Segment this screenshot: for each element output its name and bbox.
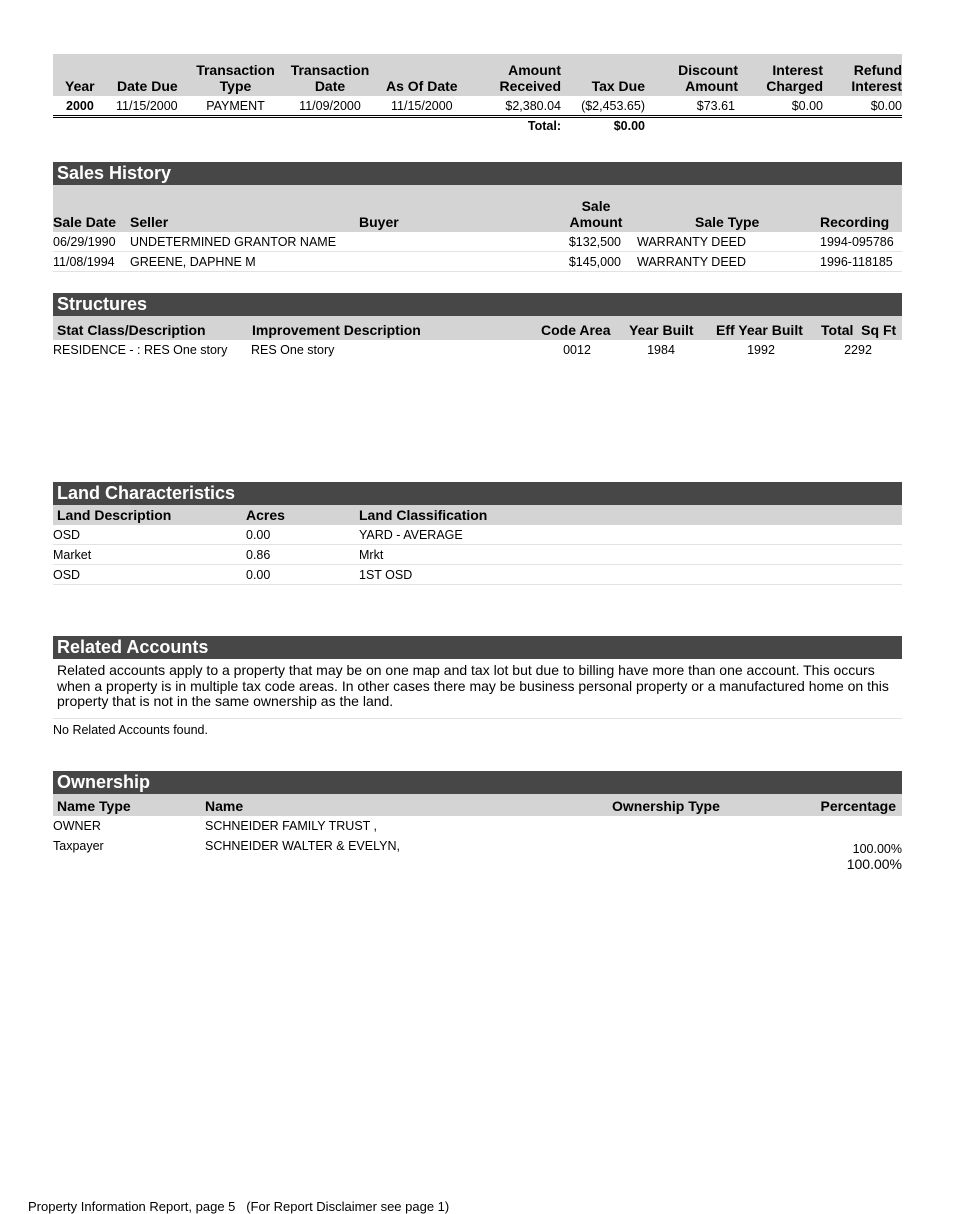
col-sale-type: Sale Type (695, 214, 760, 230)
col-land-description: Land Description (57, 507, 172, 523)
cell-land-classification: Mrkt (359, 548, 384, 562)
table-row (53, 565, 902, 585)
cell-interest-charged: $0.00 (791, 99, 823, 113)
cell-as-of-date: 11/15/2000 (391, 99, 453, 113)
cell-year: 2000 (66, 99, 94, 113)
structures-section (53, 293, 902, 360)
tax-table-header (53, 54, 902, 96)
col-acres: Acres (246, 507, 285, 523)
cell-name-type: Taxpayer (53, 839, 104, 853)
cell-improvement: RES One story (251, 343, 335, 357)
ownership-section (53, 771, 902, 876)
total-value: $0.00 (613, 119, 645, 133)
col-seller: Seller (130, 214, 169, 230)
cell-land-description: Market (53, 548, 92, 562)
table-row (53, 816, 902, 836)
ownership-total-value: 100.00% (846, 856, 902, 872)
col-interest-charged: Interest Charged (766, 62, 823, 94)
cell-acres: 0.86 (246, 548, 271, 562)
cell-date-due: 11/15/2000 (116, 99, 178, 113)
cell-code-area: 0012 (563, 343, 591, 357)
cell-land-classification: YARD - AVERAGE (359, 528, 463, 542)
cell-transaction-date: 11/09/2000 (299, 99, 361, 113)
land-table-header (53, 505, 902, 525)
table-row (53, 525, 902, 545)
total-label: Total: (527, 119, 561, 133)
section-title: Related Accounts (53, 636, 902, 659)
table-row (53, 545, 902, 565)
ownership-total (53, 856, 902, 876)
cell-sale-amount: $145,000 (568, 255, 621, 269)
cell-name-type: OWNER (53, 819, 101, 833)
cell-eff-year-built: 1992 (747, 343, 775, 357)
section-title: Structures (53, 293, 902, 316)
col-date-due: Date Due (117, 78, 178, 94)
col-recording: Recording (820, 214, 890, 230)
cell-name: SCHNEIDER FAMILY TRUST , (205, 819, 378, 833)
cell-sale-amount: $132,500 (568, 235, 621, 249)
section-title: Land Characteristics (53, 482, 902, 505)
col-name-type: Name Type (57, 798, 131, 814)
cell-tax-due: ($2,453.65) (581, 99, 645, 113)
cell-discount-amount: $73.61 (696, 99, 735, 113)
table-row (53, 340, 902, 360)
cell-year-built: 1984 (647, 343, 675, 357)
cell-sale-date: 11/08/1994 (53, 255, 115, 269)
cell-stat-class: RESIDENCE - : RES One story (53, 343, 228, 357)
land-characteristics-section (53, 482, 902, 585)
cell-name: SCHNEIDER WALTER & EVELYN, (205, 839, 400, 853)
related-accounts-description: Related accounts apply to a property that may be on one map and tax lot but due to billing have more than one account. This occurs when a property is in multiple tax code areas. In other cases there may be business personal property or a manufactured home on this property that is not in the same ownership as the land. (53, 659, 902, 719)
col-code-area: Code Area (541, 322, 611, 338)
cell-total-sqft: 2292 (844, 343, 872, 357)
cell-land-classification: 1ST OSD (359, 568, 413, 582)
table-row (53, 96, 902, 118)
cell-recording: 1996-118185 (820, 255, 893, 269)
cell-acres: 0.00 (246, 528, 271, 542)
cell-seller: GREENE, DAPHNE M (130, 255, 256, 269)
section-title: Sales History (53, 162, 902, 185)
col-as-of-date: As Of Date (386, 78, 458, 94)
cell-sale-type: WARRANTY DEED (637, 255, 747, 269)
cell-land-description: OSD (53, 568, 81, 582)
cell-transaction-type: PAYMENT (206, 99, 265, 113)
cell-refund-interest: $0.00 (870, 99, 902, 113)
col-tax-due: Tax Due (591, 78, 645, 94)
table-row (53, 232, 902, 252)
cell-recording: 1994-095786 (820, 235, 894, 249)
cell-land-description: OSD (53, 528, 81, 542)
col-buyer: Buyer (359, 214, 399, 230)
col-name: Name (205, 798, 244, 814)
ownership-table-header (53, 794, 902, 816)
col-sale-date: Sale Date (53, 214, 117, 230)
page-footer: Property Information Report, page 5 (For Report Disclaimer see page 1) (28, 1199, 450, 1214)
col-discount-amount: Discount Amount (678, 62, 738, 94)
table-row (53, 252, 902, 272)
col-refund-interest: Refund Interest (851, 62, 902, 94)
cell-percentage: 100.00% (852, 842, 902, 856)
cell-sale-date: 06/29/1990 (53, 235, 116, 249)
table-row (53, 836, 902, 856)
tax-total-row (53, 118, 902, 136)
cell-acres: 0.00 (246, 568, 271, 582)
col-year-built: Year Built (629, 322, 694, 338)
col-transaction-type: Transaction Type (196, 62, 275, 94)
col-transaction-date: Transaction Date (290, 62, 370, 94)
sales-history-section (53, 162, 902, 272)
col-stat-class: Stat Class/Description (57, 322, 206, 338)
col-percentage: Percentage (820, 798, 896, 814)
structures-table-header (53, 316, 902, 340)
related-accounts-section (53, 636, 902, 737)
no-related-accounts-text: No Related Accounts found. (53, 722, 208, 737)
col-land-classification: Land Classification (359, 507, 488, 523)
col-ownership-type: Ownership Type (612, 798, 720, 814)
section-title: Ownership (53, 771, 902, 794)
col-amount-received: Amount Received (499, 62, 561, 94)
cell-amount-received: $2,380.04 (505, 99, 561, 113)
cell-sale-type: WARRANTY DEED (637, 235, 747, 249)
col-eff-year-built: Eff Year Built (716, 322, 803, 338)
col-year: Year (65, 78, 95, 94)
sales-table-header (53, 185, 902, 232)
col-sale-amount: Sale Amount (569, 198, 623, 230)
col-improvement: Improvement Description (252, 322, 421, 338)
cell-seller: UNDETERMINED GRANTOR NAME (130, 235, 337, 249)
tax-transaction-table (53, 54, 902, 136)
col-total-sqft: Total Sq Ft (821, 322, 897, 338)
